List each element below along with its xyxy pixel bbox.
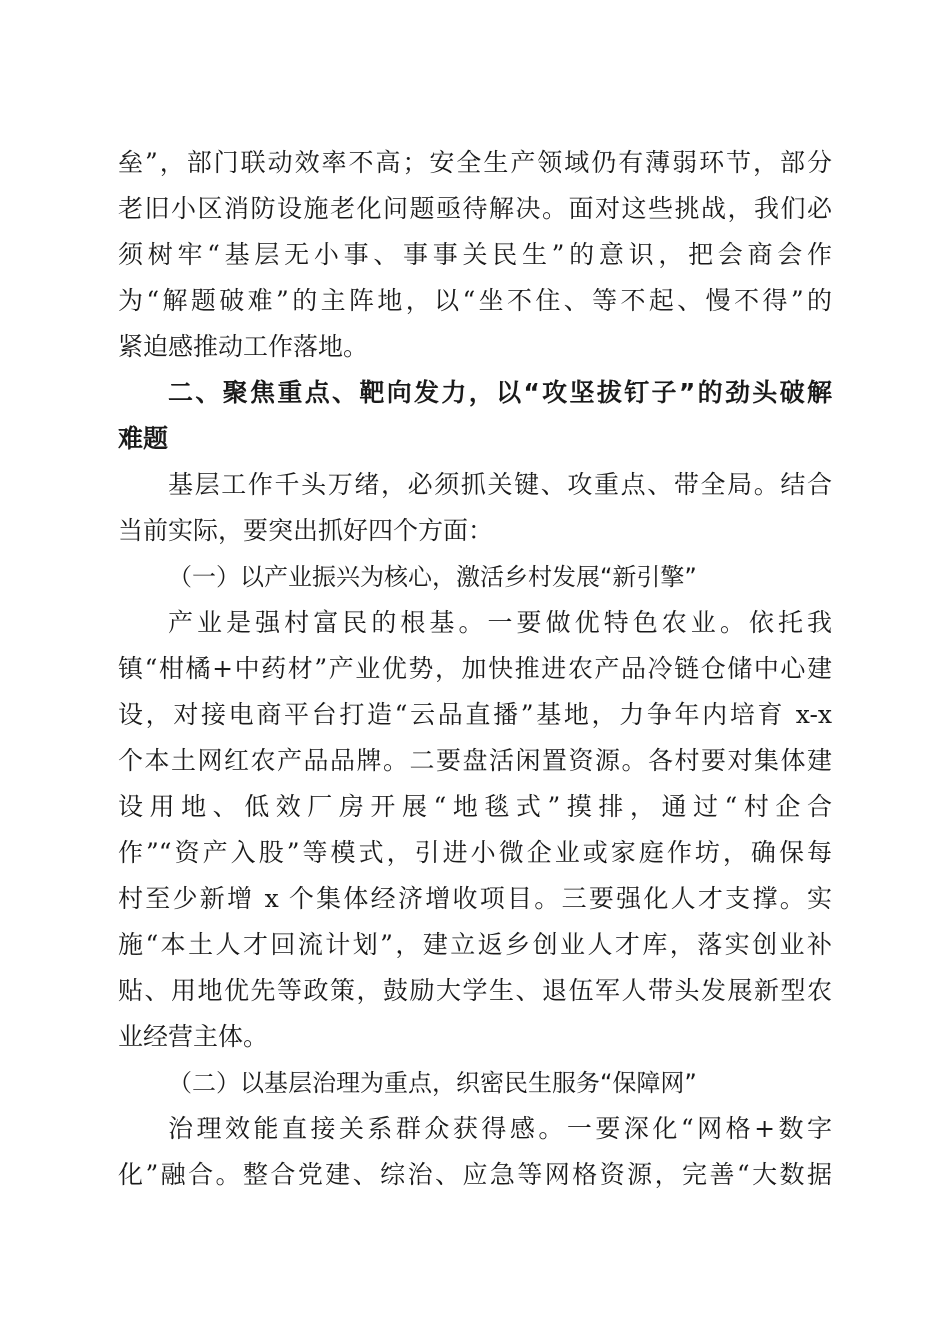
heading-line: 难题 (118, 424, 169, 453)
paragraph-challenges (118, 140, 832, 370)
text-line: 镇“柑橘+中药材”产业优势，加快推进农产品冷链仓储中心建 (118, 654, 832, 683)
text-line: 村至少新增 x 个集体经济增收项目。三要强化人才支撑。实 (118, 884, 832, 913)
text-line: 贴、用地优先等政策，鼓励大学生、退伍军人带头发展新型农 (118, 976, 832, 1005)
subheading-line: （一）以产业振兴为核心，激活乡村发展“新引擎” (168, 563, 697, 591)
text-line: 设用地、低效厂房开展“地毯式”摸排，通过“村企合 (118, 792, 832, 821)
text-line: 紧迫感推动工作落地。 (118, 332, 369, 361)
text-line: 产业是强村富民的根基。一要做优特色农业。依托我 (168, 608, 832, 637)
text-line: 垒”，部门联动效率不高；安全生产领域仍有薄弱环节，部分 (118, 148, 832, 177)
text-line: 老旧小区消防设施老化问题亟待解决。面对这些挑战，我们必 (118, 194, 832, 223)
text-line: 个本土网红农产品品牌。二要盘活闲置资源。各村要对集体建 (118, 746, 832, 775)
text-line: 作”“资产入股”等模式，引进小微企业或家庭作坊，确保每 (118, 838, 832, 867)
text-line: 化”融合。整合党建、综治、应急等网格资源，完善“大数据 (118, 1160, 832, 1189)
paragraph-intro (118, 462, 832, 554)
subheading-governance (118, 1060, 832, 1106)
paragraph-governance (118, 1106, 832, 1198)
subheading-industry (118, 554, 832, 600)
text-line: 治理效能直接关系群众获得感。一要深化“网格+数字 (168, 1114, 832, 1143)
text-line: 须树牢“基层无小事、事事关民生”的意识，把会商会作 (118, 240, 832, 269)
text-line: 业经营主体。 (118, 1022, 269, 1051)
section-heading-two (118, 370, 832, 462)
text-line: 设，对接电商平台打造“云品直播”基地，力争年内培育 x-x (118, 700, 832, 729)
text-line: 基层工作千头万绪，必须抓关键、攻重点、带全局。结合 (168, 470, 832, 499)
paragraph-industry (118, 600, 832, 1060)
text-line: 为“解题破难”的主阵地，以“坐不住、等不起、慢不得”的 (118, 286, 832, 315)
text-line: 施“本土人才回流计划”，建立返乡创业人才库，落实创业补 (118, 930, 832, 959)
text-line: 当前实际，要突出抓好四个方面： (118, 516, 494, 545)
subheading-line: （二）以基层治理为重点，织密民生服务“保障网” (168, 1069, 697, 1097)
heading-line: 二、聚焦重点、靶向发力，以“攻坚拔钉子”的劲头破解 (168, 378, 832, 407)
